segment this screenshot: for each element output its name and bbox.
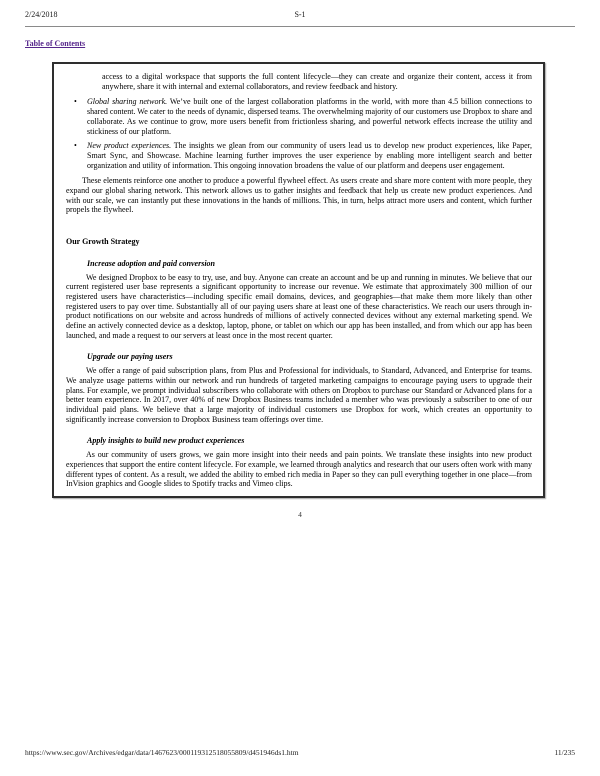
header-divider [25,26,575,27]
bullet-item-global-sharing-network [74,97,532,136]
flywheel-paragraph: These elements reinforce one another to produce a powerful flywheel effect. As users create and share more content with more people, they expand our global sharing network. This network allows us to gather insights and feedback that help us create new product experiences. And with our scale, we can instantly put these innovations in the hands of millions. This, in turn, helps attract more users and content, which further propels the flywheel. [66,176,532,215]
page-number: 4 [298,510,302,519]
print-page-indicator: 11/235 [554,748,575,757]
subheading-upgrade-paying-users: Upgrade our paying users [87,352,173,362]
subheading-apply-insights: Apply insights to build new product experiences [87,436,245,446]
bullet-icon: • [74,141,77,151]
intro-continuation-paragraph: access to a digital workspace that supports the full content lifecycle—they can create and organize their content, access it from anywhere, share it with internal and external collaborators, and review feedback and history. [102,72,532,91]
subheading-increase-adoption: Increase adoption and paid conversion [87,258,216,268]
paragraph-apply-insights: As our community of users grows, we gain more insight into their needs and pain points. We translate these insights into new product experiences that support the entire content lifecycle. For example, we learned through analytics and research that our users often work with many different types of content. As a result, we added the ability to embed rich media in Paper so they can pull everything together in one place—from InVision graphics and Google slides to Spotify tracks and Vimeo clips. [66,450,532,489]
growth-strategy-heading: Our Growth Strategy [66,237,140,247]
bullet-icon: • [74,97,77,107]
bullet-rest: The insights we glean from our community of users lead us to develop new product experiences, like Paper, Smart Sync, and Showcase. Machine learning further improves the user experience by enabling more intelligent search and better organization and utility of information. This ongoing innovation broadens the value of our platform and deepens user engagement. [87,141,532,170]
bullet-text [87,97,532,136]
table-of-contents-link[interactable]: Table of Contents [25,39,86,48]
bullet-lead: Global sharing network. [87,97,168,107]
source-url: https://www.sec.gov/Archives/edgar/data/1467623/000119312518055809/d451946ds1.htm [25,748,299,757]
filing-content-box [52,62,545,498]
bullet-text [87,141,532,170]
bullet-rest: We’ve built one of the largest collaboration platforms in the world, with more than 4.5 billion connections to shared content. We cater to the needs of dynamic, dispersed teams. The overwhelming majority of our customers use Dropbox to share and collaborate. As we continue to grow, more users benefit from frictionless sharing, and powerful network effects increase the utility and stickiness of our platform. [87,97,532,136]
bullet-lead: New product experiences. [87,141,172,151]
print-date: 2/24/2018 [25,10,58,19]
bullet-item-new-product-experiences [74,141,532,170]
filing-type-label: S-1 [294,10,306,19]
paragraph-upgrade-paying-users: We offer a range of paid subscription plans, from Plus and Professional for individuals, to Standard, Advanced, and Enterprise for teams. We analyze usage patterns within our network and run hundreds of targeted marketing campaigns to encourage paying users to upgrade their plans. For example, we prompt individual subscribers who collaborate with others on Dropbox to purchase our Standard or Advanced plans for a better team experience. In 2017, over 40% of new Dropbox Business teams included a member who was previously a subscriber to one of our individual paid plans. We believe that a large majority of individual customers use Dropbox for work, which creates an opportunity to significantly increase conversion to Dropbox Business team offerings over time. [66,366,532,424]
paragraph-increase-adoption: We designed Dropbox to be easy to try, use, and buy. Anyone can create an account and be up and running in minutes. We believe that our current registered user base represents a significant opportunity to increase our revenue. We estimate that approximately 300 million of our registered users have characteristics—including specific email domains, devices, and geographies—that make them more likely than other registered users to pay over time. Substantially all of our paying users share at least one of these characteristics. We reach our users through in-product notifications on our website and across hundreds of millions of actively connected devices without any external marketing spend. We define an actively connected device as a desktop, laptop, phone, or tablet on which our app has been installed, and from which our app has been launched, and made a request to our servers at least once in the most recent quarter. [66,272,532,340]
